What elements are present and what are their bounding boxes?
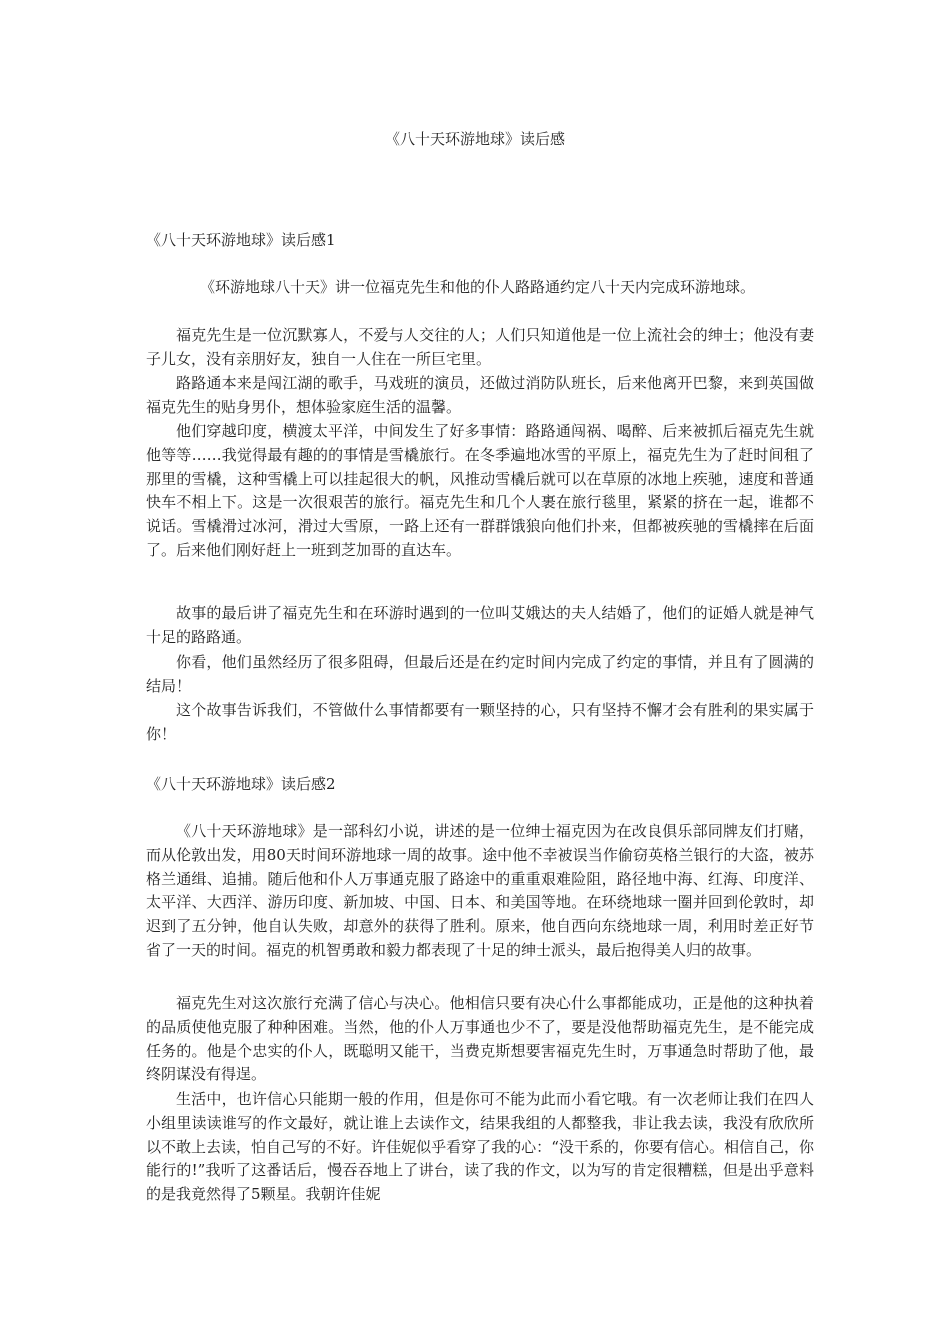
paragraph: 故事的最后讲了福克先生和在环游时遇到的一位叫艾娥达的夫人结婚了，他们的证婚人就是神气十足的路路通。: [146, 604, 814, 646]
section-2-heading: 《八十天环游地球》读后感2: [146, 775, 336, 793]
document-title: 《八十天环游地球》读后感: [384, 130, 565, 148]
paragraph: 福克先生是一位沉默寡人，不爱与人交往的人；人们只知道他是一位上流社会的绅士；他没有妻子儿女，没有亲朋好友，独自一人住在一所巨宅里。: [146, 326, 814, 368]
paragraph: 《环游地球八十天》讲一位福克先生和他的仆人路路通约定八十天内完成环游地球。: [200, 278, 756, 296]
paragraph: 《八十天环游地球》是一部科幻小说，讲述的是一位绅士福克因为在改良俱乐部同牌友们打赌，而从伦敦出发，用80天时间环游地球一周的故事。途中他不幸被误当作偷窃英格兰银行的大盗，被苏格兰通缉、追捕。随后他和仆人万事通克服了路途中的重重艰难险阻，路径地中海、红海、印度洋、太平洋、大西洋、游历印度、新加坡、中国、日本、和美国等地。在环绕地球一圈并回到伦敦时，却迟到了五分钟，他自认失败，却意外的获得了胜利。原来，他自西向东绕地球一周，利用时差正好节省了一天的时间。福克的机智勇敢和毅力都表现了十足的绅士派头，最后抱得美人归的故事。: [146, 822, 814, 959]
section-1-heading: 《八十天环游地球》读后感1: [146, 231, 336, 249]
paragraph: 福克先生对这次旅行充满了信心与决心。他相信只要有决心什么事都能成功，正是他的这种执着的品质使他克服了种种困难。当然，他的仆人万事通也少不了，要是没他帮助福克先生，是不能完成任务的。他是个忠实的仆人，既聪明又能干，当费克斯想要害福克先生时，万事通急时帮助了他，最终阴谋没有得逞。: [146, 994, 814, 1084]
paragraph: 你看，他们虽然经历了很多阻碍，但最后还是在约定时间内完成了约定的事情，并且有了圆满的结局！: [146, 653, 814, 695]
paragraph: 这个故事告诉我们，不管做什么事情都要有一颗坚持的心，只有坚持不懈才会有胜利的果实属于你！: [146, 701, 814, 743]
paragraph: 生活中，也许信心只能期一般的作用，但是你可不能为此而小看它哦。有一次老师让我们在四人小组里读读谁写的作文最好，就让谁上去读作文，结果我组的人都整我，非让我去读，我没有欣欣所以不敢上去读，怕自己写的不好。许佳妮似乎看穿了我的心：“没干系的，你要有信心。相信自己，你能行的!”我听了这番话后，慢吞吞地上了讲台，读了我的作文，以为写的肯定很糟糕，但是出乎意料的是我竟然得了5颗星。我朝许佳妮: [146, 1090, 814, 1204]
paragraph: 路路通本来是闯江湖的歌手，马戏班的演员，还做过消防队班长，后来他离开巴黎，来到英国做福克先生的贴身男仆，想体验家庭生活的温馨。: [146, 374, 814, 416]
paragraph: 他们穿越印度，横渡太平洋，中间发生了好多事情：路路通闯祸、喝醉、后来被抓后福克先生就他等等……我觉得最有趣的的事情是雪橇旅行。在冬季遍地冰雪的平原上，福克先生为了赶时间租了那里的雪橇，这种雪橇上可以挂起很大的帆，风推动雪橇后就可以在草原的冰地上疾驰，速度和普通快车不相上下。这是一次很艰苦的旅行。福克先生和几个人裹在旅行毯里，紧紧的挤在一起，谁都不说话。雪橇滑过冰河，滑过大雪原，一路上还有一群群饿狼向他们扑来，但都被疾驰的雪橇摔在后面了。后来他们刚好赶上一班到芝加哥的直达车。: [146, 422, 814, 559]
